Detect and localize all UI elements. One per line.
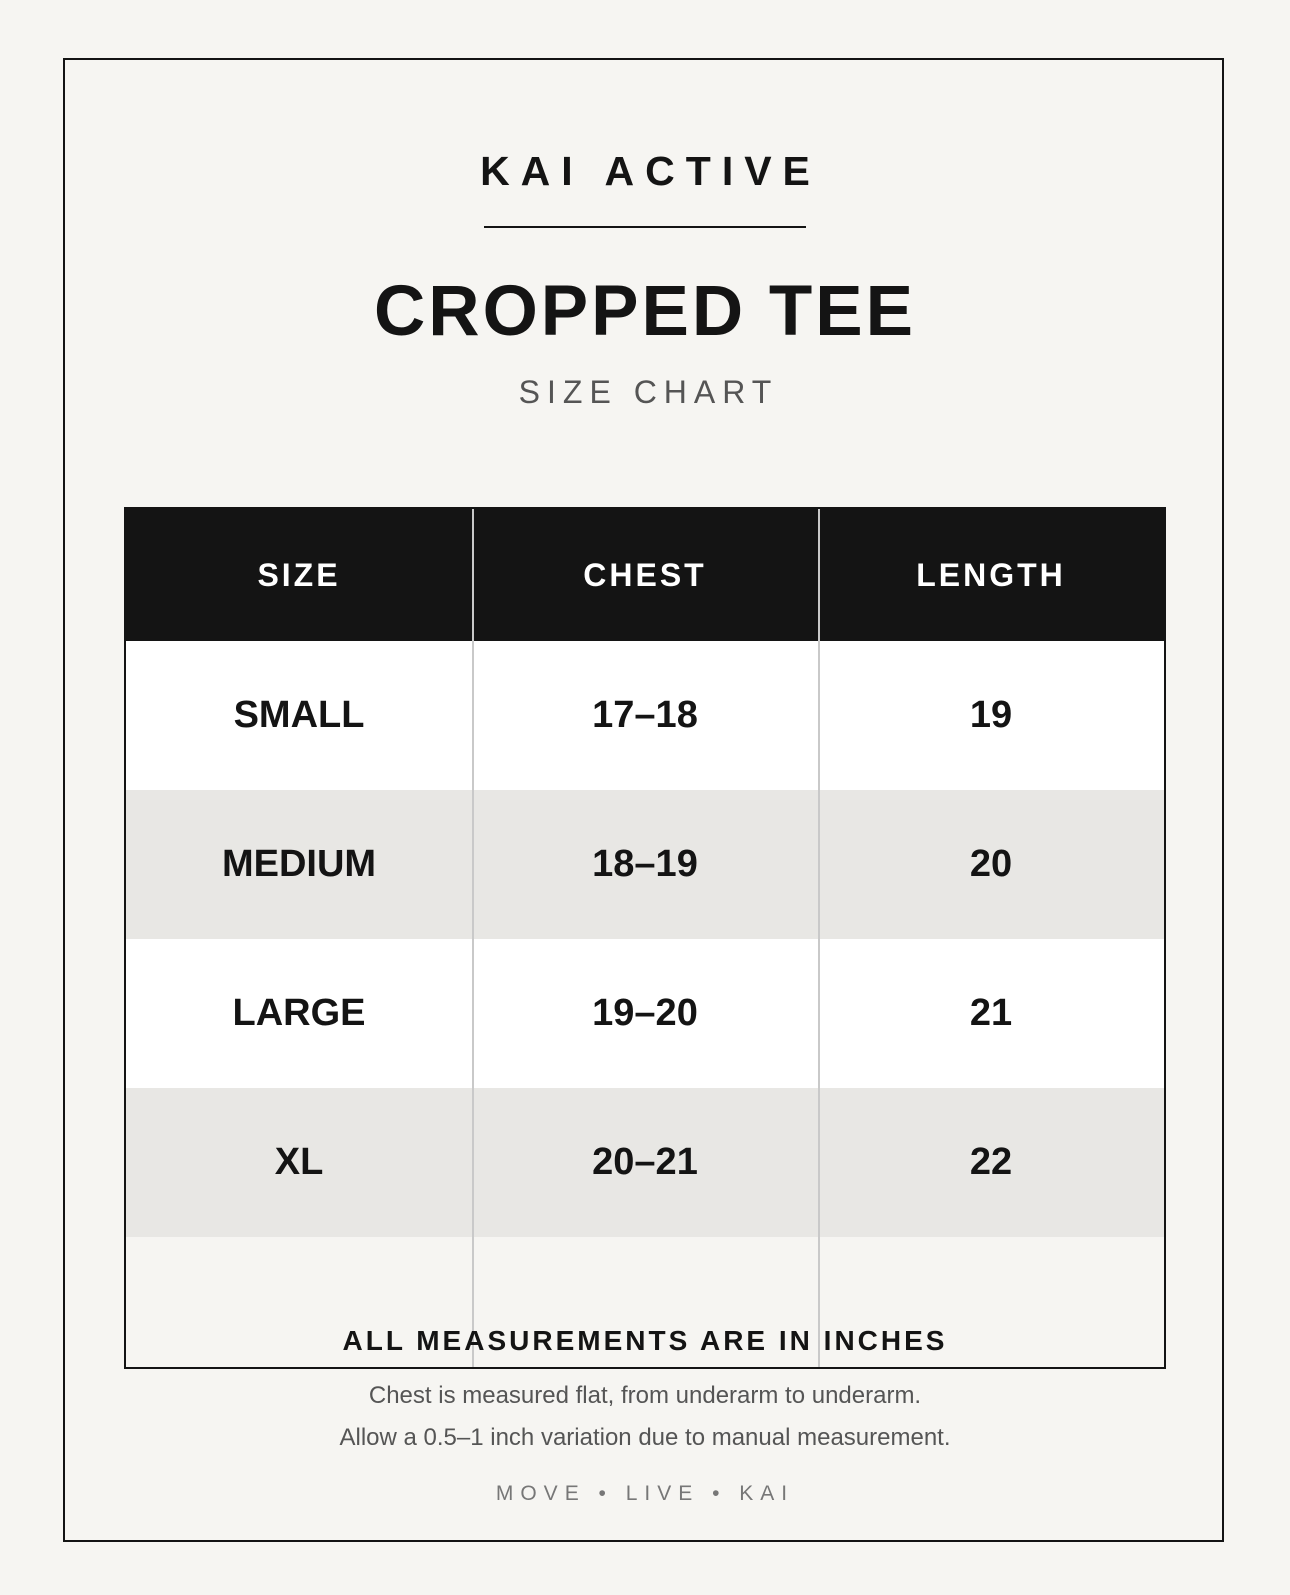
product-title: CROPPED TEE	[374, 272, 916, 351]
measurement-note: Chest is measured flat, from underarm to underarm.	[368, 1382, 922, 1409]
header-size: SIZE	[257, 556, 341, 593]
table-row	[126, 939, 1164, 1088]
table-row	[126, 641, 1164, 790]
cell-length: 20	[969, 843, 1013, 885]
table-header-row	[126, 509, 1164, 641]
footer-tagline: MOVE • LIVE • KAI	[495, 1482, 795, 1505]
size-table	[124, 507, 1166, 1369]
cell-size: XL	[274, 1141, 324, 1183]
header-chest: CHEST	[583, 556, 707, 593]
header-length: LENGTH	[916, 556, 1066, 593]
brand-divider	[484, 226, 806, 228]
cell-chest: 18–19	[592, 843, 698, 885]
column-divider	[472, 509, 474, 1367]
brand-name: KAI ACTIVE	[480, 148, 821, 194]
cell-chest: 20–21	[592, 1141, 698, 1183]
table-row	[126, 1088, 1164, 1237]
cell-length: 21	[969, 992, 1013, 1034]
cell-size: SMALL	[233, 694, 365, 736]
column-divider	[818, 509, 820, 1367]
cell-size: MEDIUM	[221, 843, 377, 885]
cell-chest: 19–20	[592, 992, 698, 1034]
chart-subtitle: SIZE CHART	[518, 374, 779, 410]
cell-chest: 17–18	[592, 694, 698, 736]
units-note: ALL MEASUREMENTS ARE IN INCHES	[342, 1325, 948, 1356]
cell-length: 19	[969, 694, 1013, 736]
cell-length: 22	[969, 1141, 1013, 1183]
cell-size: LARGE	[232, 992, 366, 1034]
variation-note: Allow a 0.5–1 inch variation due to manual measurement.	[339, 1424, 951, 1451]
table-row	[126, 790, 1164, 939]
